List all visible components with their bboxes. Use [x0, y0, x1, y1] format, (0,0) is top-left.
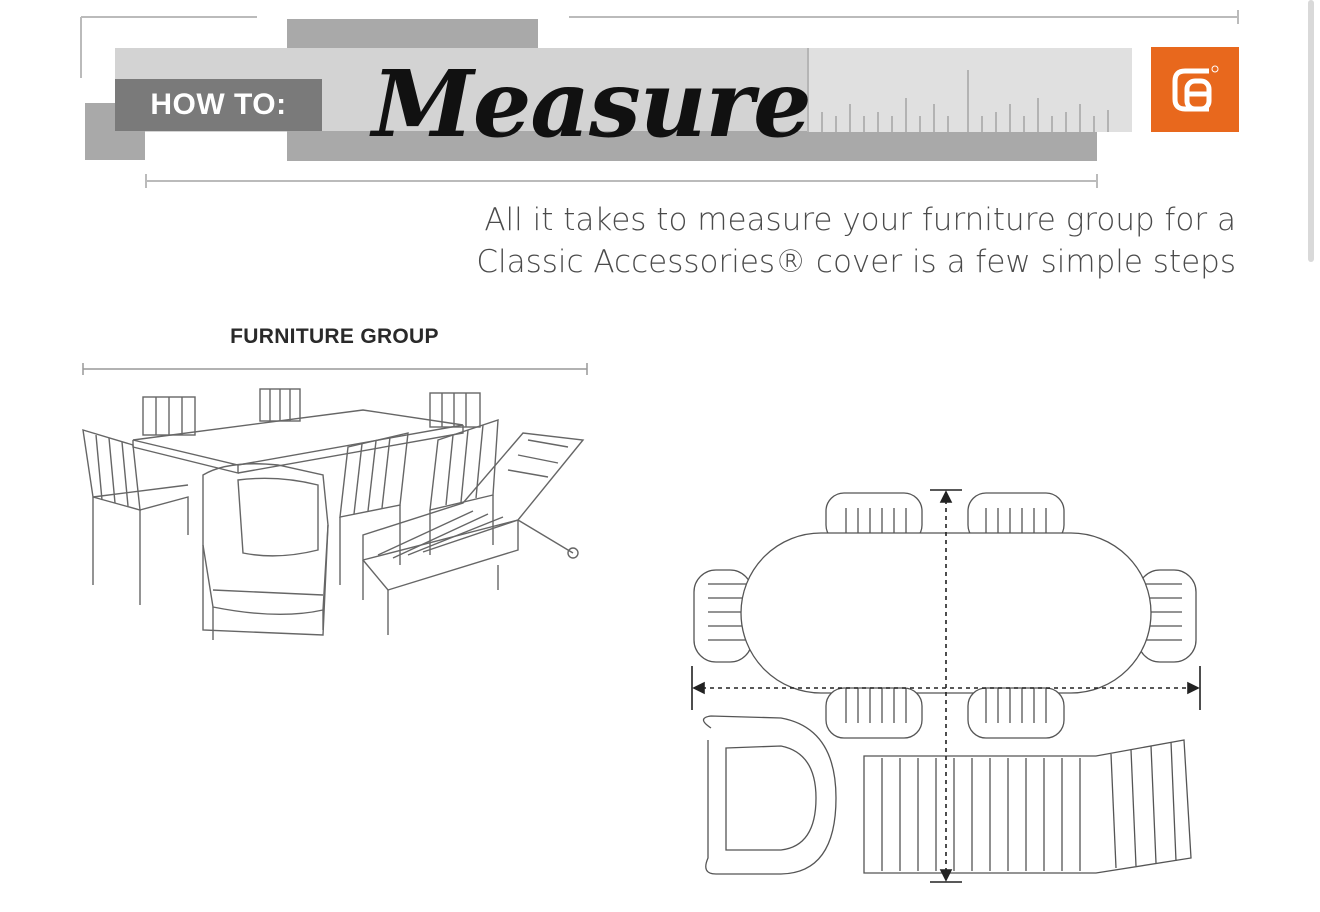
howto-badge [115, 79, 322, 131]
back-chair [143, 397, 195, 435]
intro-line-1: All it takes to measure your furniture group for a [484, 202, 1236, 238]
bottom-chair [968, 688, 1064, 738]
classic-accessories-logo-icon [1151, 47, 1239, 132]
armchair-top-view [704, 716, 837, 874]
furniture-group-dimension-line [76, 360, 596, 380]
chaise-lounge [363, 433, 583, 635]
furniture-group-label: FURNITURE GROUP [230, 325, 439, 348]
howto-label: HOW TO: [150, 88, 287, 121]
back-chair [430, 393, 480, 427]
intro-line-2: Classic Accessories® cover is a few simple steps [476, 244, 1236, 280]
top-down-measure-diagram [686, 478, 1206, 893]
measure-lines [692, 490, 1200, 882]
chaise-top-view [864, 740, 1191, 873]
furniture-perspective-illustration [78, 385, 588, 650]
armchair [203, 464, 328, 640]
back-chair [260, 389, 300, 421]
intro-text [436, 199, 1236, 283]
page-title: Measure [372, 50, 811, 158]
bottom-chair [826, 688, 922, 738]
